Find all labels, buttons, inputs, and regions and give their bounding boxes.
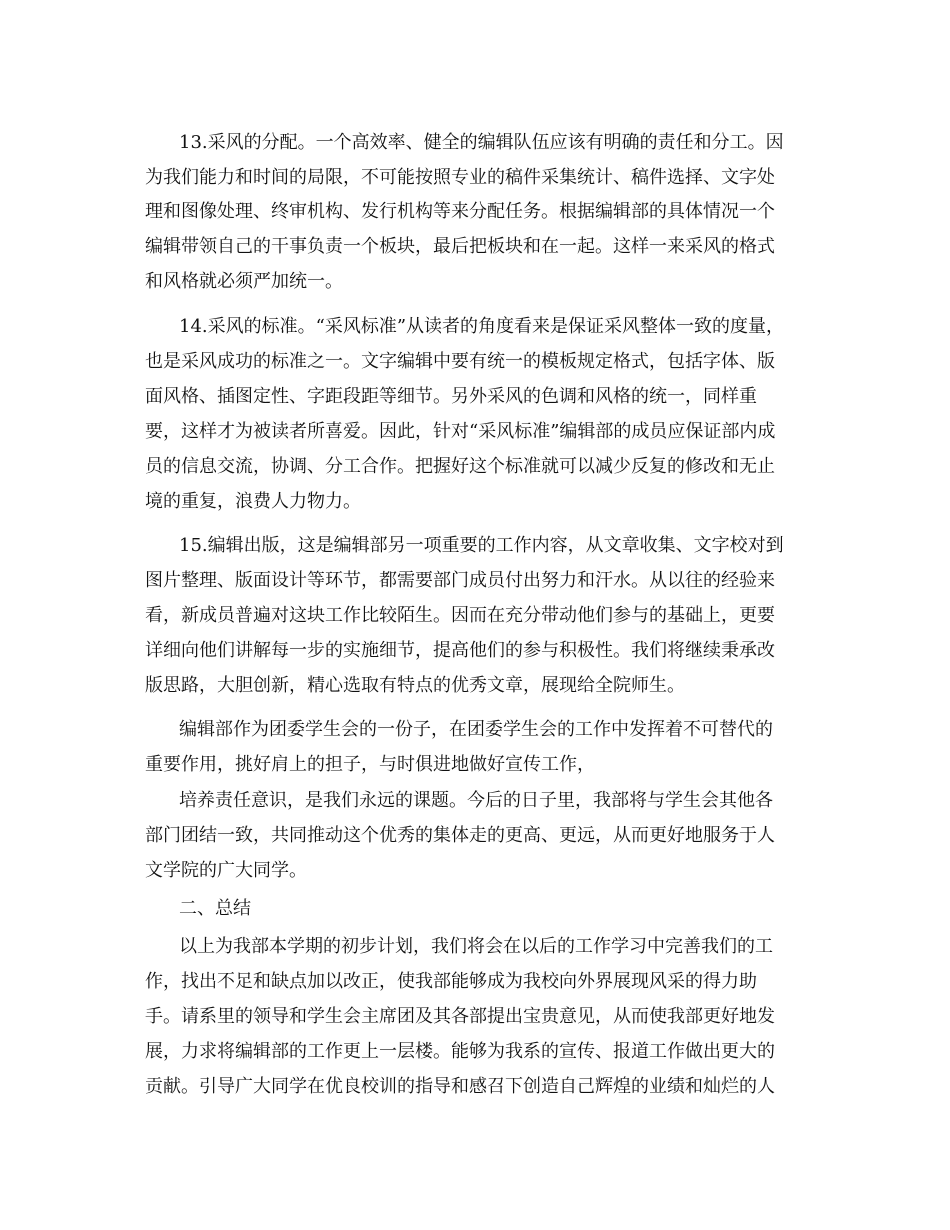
paragraph-13-line-4: 编辑带领自己的干事负责一个板块，最后把板块和在一起。这样一来采风的格式 <box>145 236 775 257</box>
paragraph-14-line-4: 要，这样才为被读者所喜爱。因此，针对“采风标准”编辑部的成员应保证部内成 <box>145 421 776 442</box>
paragraph-responsibility-line-1: 培养责任意识，是我们永远的课题。今后的日子里，我部将与学生会其他各 <box>179 790 773 811</box>
paragraph-13-line-2: 为我们能力和时间的局限，不可能按照专业的稿件采集统计、稿件选择、文字处 <box>145 167 775 188</box>
paragraph-responsibility-line-3: 文学院的广大同学。 <box>145 860 307 881</box>
paragraph-15-line-4: 详细向他们讲解每一步的实施细节，提高他们的参与积极性。我们将继续秉承改 <box>145 640 775 661</box>
paragraph-summary-line-5: 贡献。引导广大同学在优良校训的指导和感召下创造自己辉煌的业绩和灿烂的人 <box>145 1076 775 1097</box>
paragraph-15-line-3: 看，新成员普遍对这块工作比较陌生。因而在充分带动他们参与的基础上，更要 <box>145 605 775 626</box>
paragraph-summary-line-1: 以上为我部本学期的初步计划，我们将会在以后的工作学习中完善我们的工 <box>179 936 773 957</box>
paragraph-14-line-2: 也是采风成功的标准之一。文字编辑中要有统一的模板规定格式，包括字体、版 <box>145 351 775 372</box>
paragraph-14-line-5: 员的信息交流，协调、分工合作。把握好这个标准就可以减少反复的修改和无止 <box>145 456 775 477</box>
paragraph-15-line-5: 版思路，大胆创新，精心选取有特点的优秀文章，展现给全院师生。 <box>145 675 685 696</box>
paragraph-role-line-2: 重要作用，挑好肩上的担子，与时俱进地做好宣传工作， <box>145 754 595 775</box>
paragraph-summary-line-3: 手。请系里的领导和学生会主席团及其各部提出宝贵意见，从而使我部更好地发 <box>145 1006 775 1027</box>
paragraph-15-line-2: 图片整理、版面设计等环节，都需要部门成员付出努力和汗水。从以往的经验来 <box>145 570 775 591</box>
paragraph-13-line-1: 13.采风的分配。一个高效率、健全的编辑队伍应该有明确的责任和分工。因 <box>179 132 784 153</box>
paragraph-14-line-6: 境的重复，浪费人力物力。 <box>145 491 361 512</box>
paragraph-summary-line-2: 作，找出不足和缺点加以改正，使我部能够成为我校向外界展现风采的得力助 <box>145 971 757 992</box>
section-heading-summary: 二、总结 <box>179 898 251 919</box>
paragraph-role-line-1: 编辑部作为团委学生会的一份子，在团委学生会的工作中发挥着不可替代的 <box>179 719 773 740</box>
paragraph-15-line-1: 15.编辑出版，这是编辑部另一项重要的工作内容，从文章收集、文字校对到 <box>179 535 784 556</box>
paragraph-14-line-1: 14.采风的标准。“采风标准”从读者的角度看来是保证采风整体一致的度量， <box>179 316 785 337</box>
paragraph-13-line-5: 和风格就必须严加统一。 <box>145 271 343 292</box>
paragraph-summary-line-4: 展，力求将编辑部的工作更上一层楼。能够为我系的宣传、报道工作做出更大的 <box>145 1041 775 1062</box>
paragraph-14-line-3: 面风格、插图定性、字距段距等细节。另外采风的色调和风格的统一，同样重 <box>145 386 757 407</box>
paragraph-13-line-3: 理和图像处理、终审机构、发行机构等来分配任务。根据编辑部的具体情况一个 <box>145 201 775 222</box>
paragraph-responsibility-line-2: 部门团结一致，共同推动这个优秀的集体走的更高、更远，从而更好地服务于人 <box>145 825 775 846</box>
